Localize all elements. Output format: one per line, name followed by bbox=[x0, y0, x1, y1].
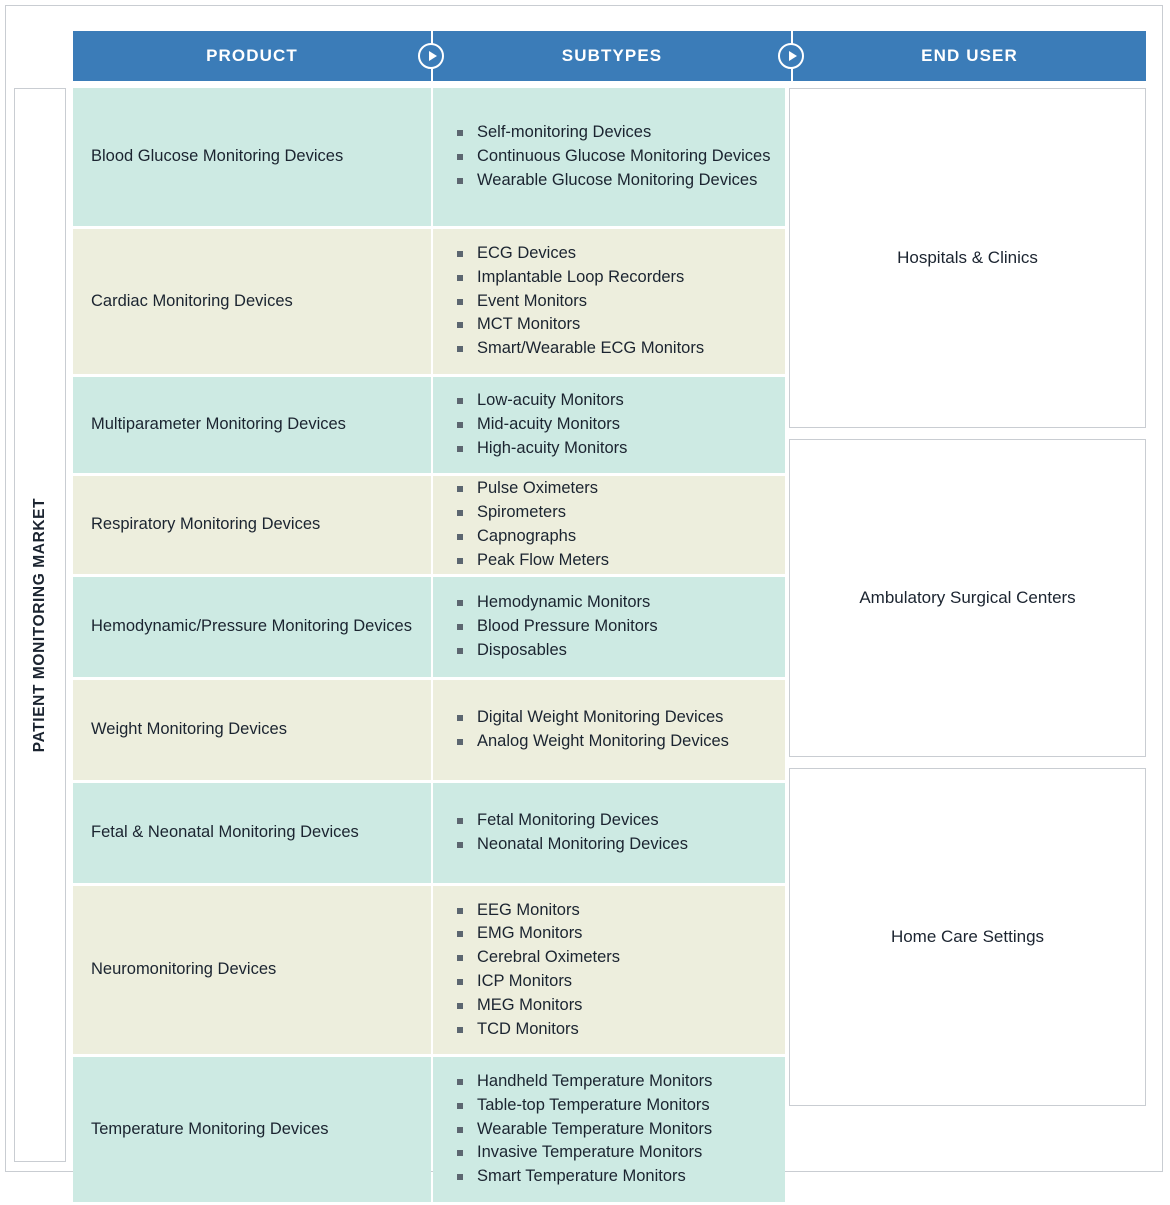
subtype-list-item: Continuous Glucose Monitoring Devices bbox=[455, 145, 771, 168]
product-cell bbox=[73, 577, 431, 677]
product-cell-label: Multiparameter Monitoring Devices bbox=[91, 415, 346, 434]
subtype-list-item: Handheld Temperature Monitors bbox=[455, 1070, 771, 1093]
subtypes-list bbox=[455, 242, 771, 361]
product-column bbox=[73, 88, 431, 1205]
subtypes-list bbox=[455, 706, 771, 754]
product-cell bbox=[73, 783, 431, 883]
end-user-cell-label: Ambulatory Surgical Centers bbox=[859, 588, 1076, 607]
subtype-list-item: Self-monitoring Devices bbox=[455, 121, 771, 144]
product-cell-label: Neuromonitoring Devices bbox=[91, 960, 277, 979]
subtype-list-item: TCD Monitors bbox=[455, 1018, 771, 1041]
play-arrow-icon-product-to-subtypes bbox=[418, 43, 444, 69]
subtype-list-item: High-acuity Monitors bbox=[455, 437, 771, 460]
subtypes-cell bbox=[433, 88, 785, 226]
end-user-column bbox=[789, 88, 1146, 1117]
subtype-list-item: Smart/Wearable ECG Monitors bbox=[455, 337, 771, 360]
subtypes-list bbox=[455, 477, 771, 572]
subtypes-cell bbox=[433, 229, 785, 374]
header-row bbox=[73, 31, 1146, 81]
subtype-list-item: ICP Monitors bbox=[455, 970, 771, 993]
subtypes-list bbox=[455, 389, 771, 460]
subtypes-list bbox=[455, 809, 771, 857]
market-vertical-label-text: PATIENT MONITORING MARKET bbox=[31, 497, 49, 753]
subtype-list-item: Pulse Oximeters bbox=[455, 477, 771, 500]
product-cell bbox=[73, 476, 431, 574]
play-arrow-icon-subtypes-to-end-user bbox=[778, 43, 804, 69]
end-user-cell bbox=[789, 88, 1146, 428]
product-cell-label: Weight Monitoring Devices bbox=[91, 720, 287, 739]
product-cell bbox=[73, 886, 431, 1054]
product-cell-label: Cardiac Monitoring Devices bbox=[91, 291, 293, 310]
product-cell bbox=[73, 229, 431, 374]
subtype-list-item: Hemodynamic Monitors bbox=[455, 591, 771, 614]
product-cell-label: Temperature Monitoring Devices bbox=[91, 1119, 329, 1138]
column-header-end-user: END USER bbox=[793, 31, 1146, 81]
subtype-list-item: Spirometers bbox=[455, 501, 771, 524]
subtypes-list bbox=[455, 591, 771, 662]
product-cell bbox=[73, 680, 431, 780]
subtypes-list bbox=[455, 121, 771, 192]
subtype-list-item: Fetal Monitoring Devices bbox=[455, 809, 771, 832]
subtypes-cell bbox=[433, 886, 785, 1054]
subtype-list-item: Cerebral Oximeters bbox=[455, 946, 771, 969]
product-cell bbox=[73, 88, 431, 226]
product-cell-label: Respiratory Monitoring Devices bbox=[91, 515, 321, 534]
end-user-cell bbox=[789, 439, 1146, 757]
subtypes-column bbox=[433, 88, 785, 1205]
product-cell-label: Hemodynamic/Pressure Monitoring Devices bbox=[91, 617, 412, 636]
end-user-cell bbox=[789, 768, 1146, 1106]
subtype-list-item: Digital Weight Monitoring Devices bbox=[455, 706, 771, 729]
subtypes-cell bbox=[433, 476, 785, 574]
subtype-list-item: Smart Temperature Monitors bbox=[455, 1165, 771, 1188]
end-user-cell-label: Home Care Settings bbox=[890, 927, 1045, 946]
subtype-list-item: EMG Monitors bbox=[455, 922, 771, 945]
subtypes-cell bbox=[433, 377, 785, 473]
subtype-list-item: Event Monitors bbox=[455, 290, 771, 313]
subtype-list-item: Peak Flow Meters bbox=[455, 549, 771, 572]
subtype-list-item: Capnographs bbox=[455, 525, 771, 548]
subtype-list-item: Mid-acuity Monitors bbox=[455, 413, 771, 436]
subtype-list-item: MEG Monitors bbox=[455, 994, 771, 1017]
subtypes-cell bbox=[433, 1057, 785, 1202]
subtype-list-item: ECG Devices bbox=[455, 242, 771, 265]
subtypes-cell bbox=[433, 577, 785, 677]
market-vertical-label bbox=[14, 88, 66, 1162]
subtypes-list bbox=[455, 1070, 771, 1189]
end-user-cell-label: Hospitals & Clinics bbox=[897, 248, 1038, 267]
subtype-list-item: Implantable Loop Recorders bbox=[455, 266, 771, 289]
subtypes-cell bbox=[433, 680, 785, 780]
subtype-list-item: Disposables bbox=[455, 639, 771, 662]
subtype-list-item: Table-top Temperature Monitors bbox=[455, 1094, 771, 1117]
subtype-list-item: Low-acuity Monitors bbox=[455, 389, 771, 412]
product-cell bbox=[73, 1057, 431, 1202]
subtypes-list bbox=[455, 899, 771, 1042]
subtype-list-item: Wearable Temperature Monitors bbox=[455, 1118, 771, 1141]
subtype-list-item: Neonatal Monitoring Devices bbox=[455, 833, 771, 856]
subtypes-cell bbox=[433, 783, 785, 883]
product-cell-label: Blood Glucose Monitoring Devices bbox=[91, 147, 344, 166]
subtype-list-item: Blood Pressure Monitors bbox=[455, 615, 771, 638]
product-cell-label: Fetal & Neonatal Monitoring Devices bbox=[91, 823, 359, 842]
subtype-list-item: Invasive Temperature Monitors bbox=[455, 1141, 771, 1164]
subtype-list-item: Wearable Glucose Monitoring Devices bbox=[455, 169, 771, 192]
subtype-list-item: MCT Monitors bbox=[455, 313, 771, 336]
column-header-product: PRODUCT bbox=[73, 31, 431, 81]
subtype-list-item: Analog Weight Monitoring Devices bbox=[455, 730, 771, 753]
product-cell bbox=[73, 377, 431, 473]
subtype-list-item: EEG Monitors bbox=[455, 899, 771, 922]
column-header-subtypes: SUBTYPES bbox=[433, 31, 791, 81]
